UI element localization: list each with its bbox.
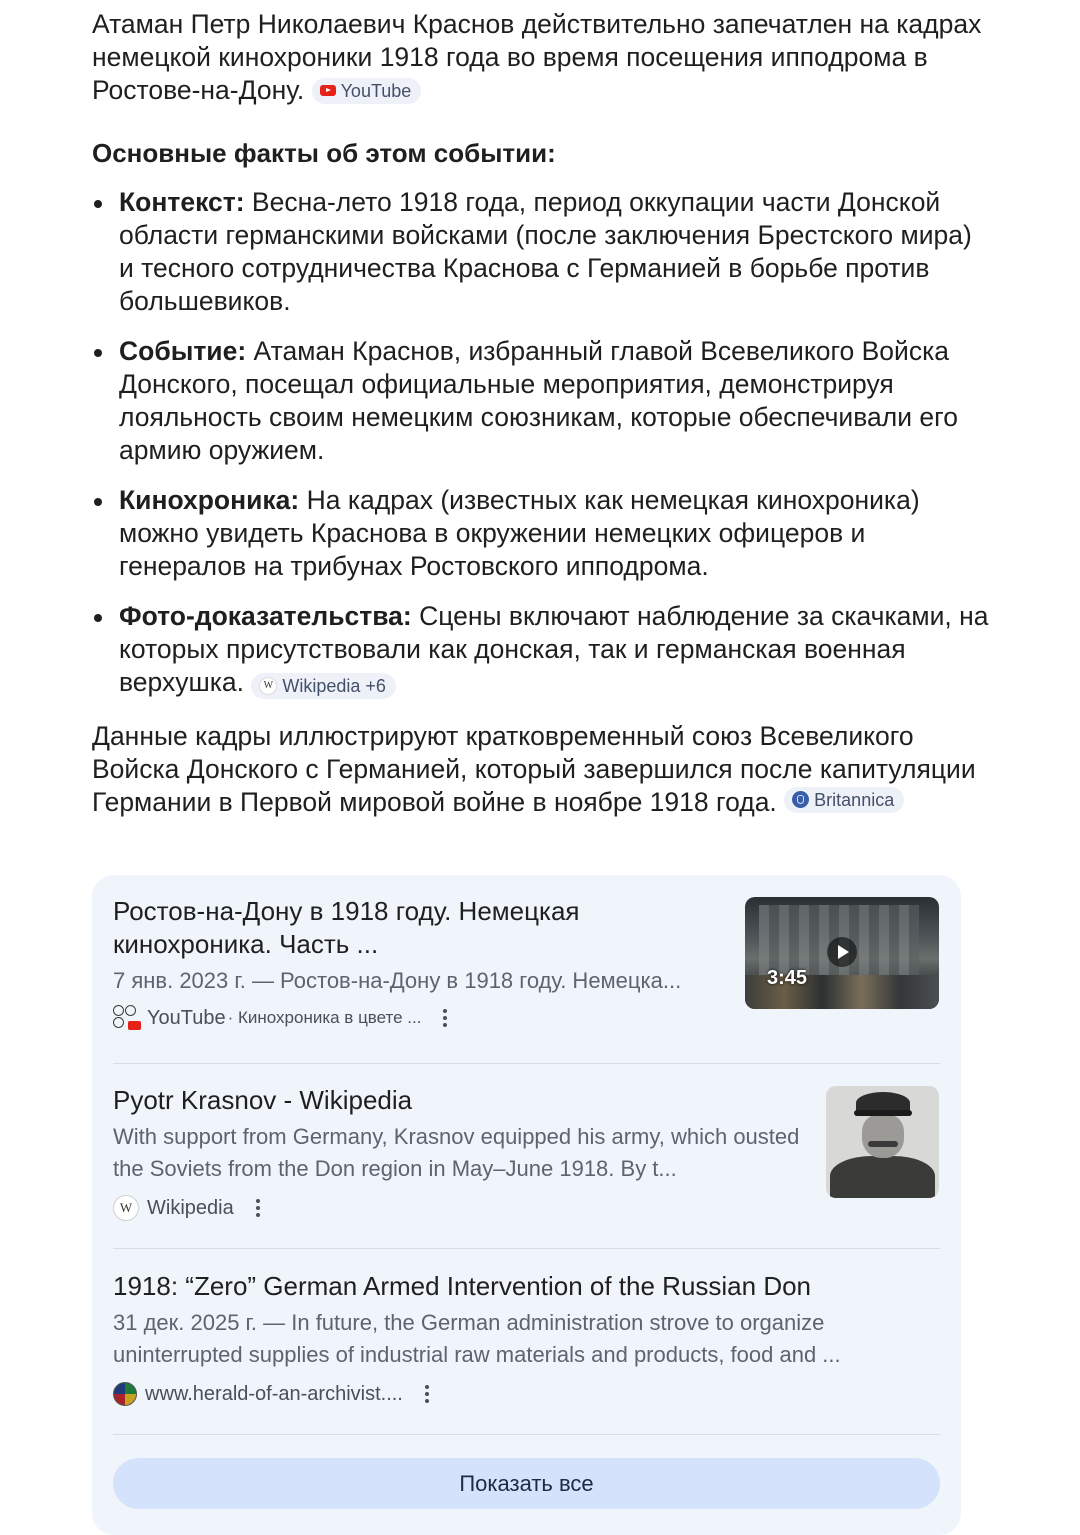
result-source-sub: · Кинохроника в цвете ... bbox=[227, 1008, 422, 1027]
result-source-name: YouTube bbox=[147, 1006, 226, 1029]
more-options-icon[interactable] bbox=[425, 1385, 429, 1403]
answer-conclusion bbox=[92, 720, 992, 819]
fact-text: Весна-лето 1918 года, период оккупации части Донской области германскими войсками (после заключения Брестского мира) и тесного сотрудничества Краснова с Германией в борьбе против большевиков. bbox=[119, 187, 972, 316]
person-photo-thumbnail[interactable] bbox=[826, 1086, 939, 1198]
fact-item bbox=[92, 186, 992, 318]
video-duration: 3:45 bbox=[767, 967, 808, 989]
britannica-icon bbox=[792, 791, 809, 808]
divider bbox=[113, 1434, 940, 1435]
wikipedia-icon: W bbox=[113, 1195, 139, 1221]
result-item[interactable] bbox=[113, 1270, 940, 1409]
wikipedia-icon: W bbox=[259, 677, 277, 695]
result-title[interactable]: Ростов-на-Дону в 1918 году. Немецкая кинохроника. Часть ... bbox=[113, 896, 580, 959]
fact-text: На кадрах (известных как немецкая кинохроника) можно увидеть Краснова в окружении немецких офицеров и генералов на трибунах Ростовского ипподрома. bbox=[119, 485, 920, 581]
facts-list bbox=[92, 186, 992, 699]
more-options-icon[interactable] bbox=[443, 1009, 447, 1027]
herald-site-icon bbox=[113, 1382, 137, 1406]
answer-conclusion-text: Данные кадры иллюстрируют кратковременный союз Всевеликого Войска Донского с Германией, который завершился после капитуляции Германии в Первой мировой войне в ноябре 1918 года. bbox=[92, 721, 976, 817]
answer-intro-text: Атаман Петр Николаевич Краснов действительно запечатлен на кадрах немецкой кинохроники 1918 года во время посещения ипподрома в Ростове-на-Дону. bbox=[92, 9, 982, 105]
fact-item bbox=[92, 335, 992, 467]
result-source-name: Wikipedia bbox=[147, 1196, 234, 1219]
divider bbox=[113, 1248, 940, 1249]
answer-intro bbox=[92, 8, 992, 107]
result-snippet: 31 дек. 2025 г. — In future, the German administration strove to organize uninterrupted supplies of industrial raw materials and products, food and ... bbox=[113, 1310, 841, 1367]
sources-card bbox=[92, 875, 961, 1535]
result-source[interactable] bbox=[113, 1193, 813, 1223]
fact-label: Фото-доказательства: bbox=[119, 601, 412, 631]
result-source-name: www.herald-of-an-archivist.... bbox=[145, 1382, 403, 1405]
fact-item bbox=[92, 600, 992, 699]
source-chip-wikipedia[interactable] bbox=[251, 673, 396, 699]
video-thumbnail[interactable] bbox=[745, 897, 939, 1009]
source-chip-label: YouTube bbox=[340, 80, 412, 101]
fact-item bbox=[92, 484, 992, 583]
show-all-button[interactable]: Показать все bbox=[113, 1458, 940, 1509]
facts-heading: Основные факты об этом событии: bbox=[92, 138, 556, 168]
result-source[interactable] bbox=[113, 1003, 733, 1033]
source-chip-label: Britannica bbox=[814, 789, 895, 810]
source-chip-britannica[interactable] bbox=[784, 787, 904, 813]
fact-text: Атаман Краснов, избранный главой Всевеликого Войска Донского, посещал официальные мероприятия, демонстрируя лояльность своим немецким союзникам, которые обеспечивали его армию оружием. bbox=[119, 336, 958, 465]
result-snippet: 7 янв. 2023 г. — Ростов-на-Дону в 1918 году. Немецка... bbox=[113, 968, 682, 993]
source-chip-youtube[interactable] bbox=[312, 78, 422, 104]
result-item[interactable] bbox=[113, 895, 733, 1033]
result-title[interactable]: 1918: “Zero” German Armed Intervention of the Russian Don bbox=[113, 1271, 812, 1301]
result-snippet: With support from Germany, Krasnov equipped his army, which ousted the Soviets from the Don region in May–June 1918. By t... bbox=[113, 1124, 800, 1181]
result-item[interactable] bbox=[113, 1084, 813, 1223]
play-icon bbox=[827, 937, 857, 967]
result-title[interactable]: Pyotr Krasnov - Wikipedia bbox=[113, 1085, 413, 1115]
source-chip-label: Wikipedia +6 bbox=[282, 676, 386, 696]
more-options-icon[interactable] bbox=[256, 1199, 260, 1217]
result-source[interactable] bbox=[113, 1379, 940, 1409]
divider bbox=[113, 1063, 940, 1064]
youtube-icon bbox=[320, 85, 336, 96]
youtube-channel-icon bbox=[113, 1005, 139, 1031]
fact-text: Сцены включают наблюдение за скачками, на которых присутствовали как донская, так и германская военная верхушка. bbox=[119, 601, 989, 697]
fact-label: Кинохроника: bbox=[119, 485, 300, 515]
fact-label: Контекст: bbox=[119, 187, 245, 217]
fact-label: Событие: bbox=[119, 336, 247, 366]
